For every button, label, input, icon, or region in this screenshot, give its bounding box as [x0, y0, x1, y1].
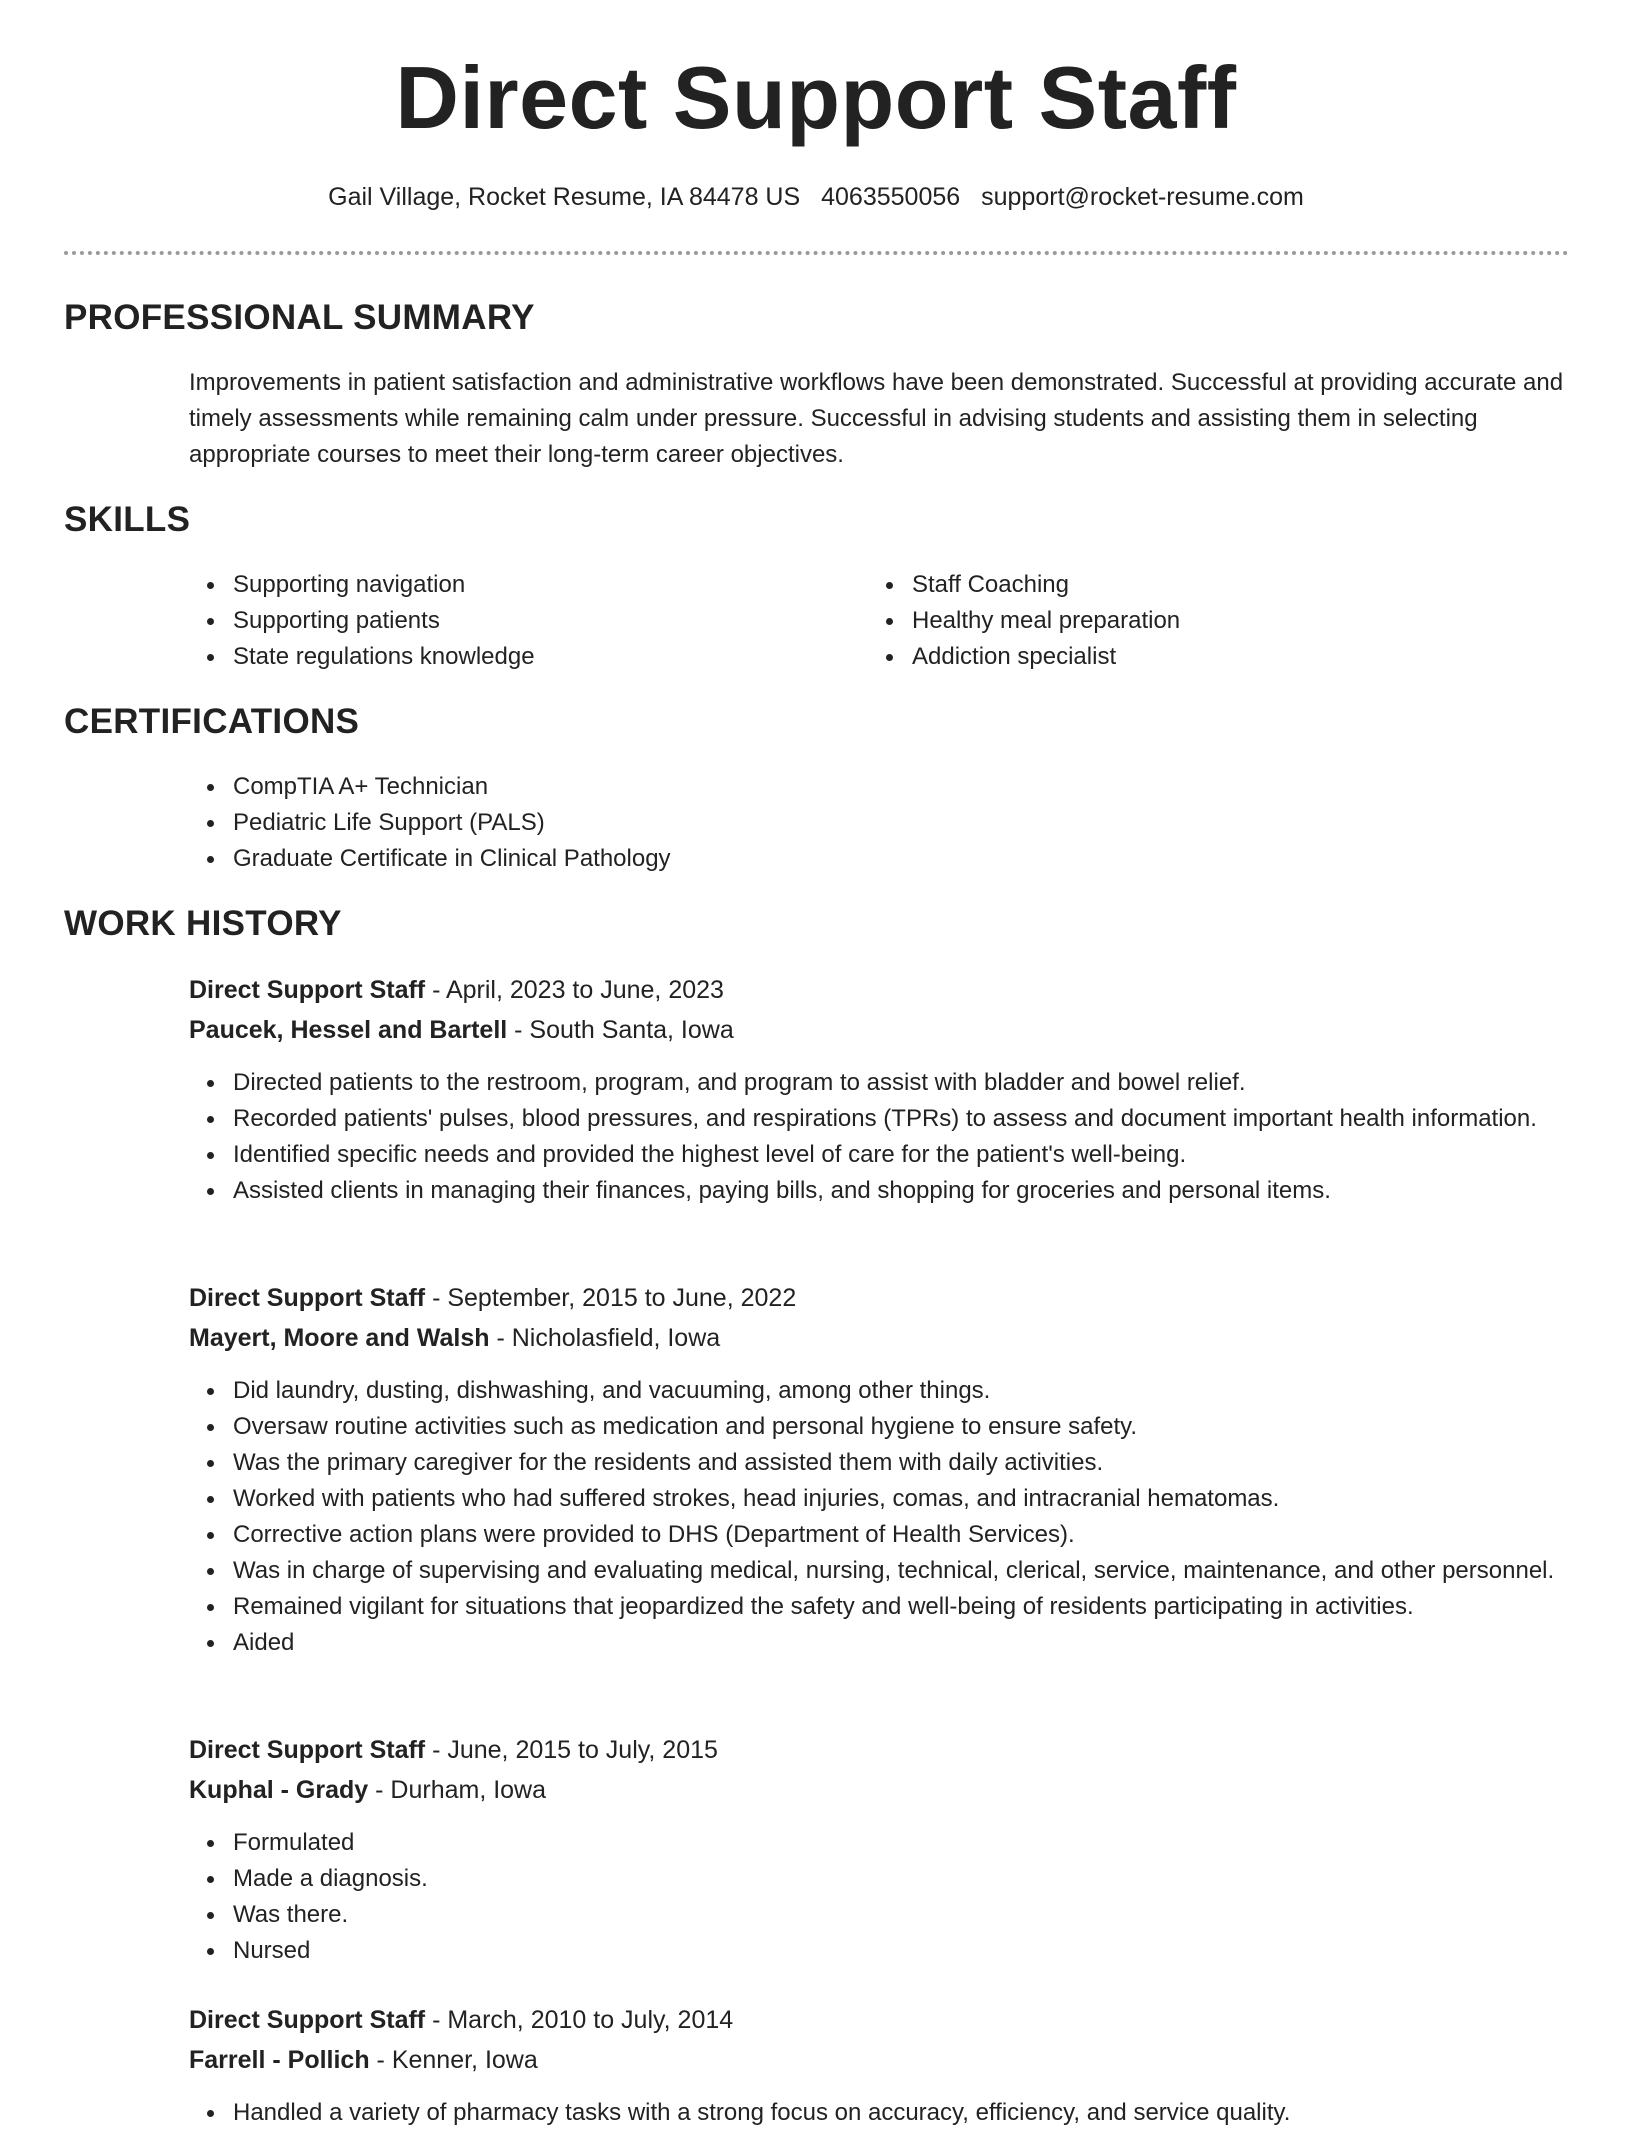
skills-left-column: [189, 567, 829, 675]
job-title-line: [189, 970, 724, 1010]
job-role: Direct Support Staff: [189, 1284, 426, 1312]
skill-item: Supporting navigation: [189, 567, 829, 603]
job-company: Paucek, Hessel and Bartell: [189, 1016, 508, 1044]
job-role: Direct Support Staff: [189, 1736, 426, 1764]
job-bullet: Made a diagnosis.: [189, 1861, 1569, 1897]
skill-item: Supporting patients: [189, 603, 829, 639]
job-bullets: [189, 2095, 1569, 2131]
job-bullet: Directed patients to the restroom, program, and program to assist with bladder and bowel relief.: [189, 1065, 1569, 1101]
job-bullet: Worked with patients who had suffered strokes, head injuries, comas, and intracranial hematomas.: [189, 1481, 1569, 1517]
job-bullet: Remained vigilant for situations that jeopardized the safety and well-being of residents participating in activities.: [189, 1589, 1569, 1625]
job-dates: - April, 2023 to June, 2023: [425, 976, 724, 1004]
job-company-line: [189, 2040, 538, 2080]
job-bullet: Recorded patients' pulses, blood pressures, and respirations (TPRs) to assess and document important health information.: [189, 1101, 1569, 1137]
job-role: Direct Support Staff: [189, 2006, 426, 2034]
job-location: - Kenner, Iowa: [369, 2046, 538, 2074]
job-bullet: Formulated: [189, 1825, 1569, 1861]
job-title-line: [189, 1278, 796, 1318]
certifications-list: [189, 769, 1569, 877]
certification-item: CompTIA A+ Technician: [189, 769, 1569, 805]
job-location: - South Santa, Iowa: [507, 1016, 734, 1044]
job-bullets: [189, 1065, 1569, 1209]
skills-title: SKILLS: [64, 500, 191, 539]
job-bullet: Assisted clients in managing their finances, paying bills, and shopping for groceries and personal items.: [189, 1173, 1569, 1209]
job-location: - Durham, Iowa: [368, 1776, 547, 1804]
job-dates: - March, 2010 to July, 2014: [425, 2006, 734, 2034]
certifications-title: CERTIFICATIONS: [64, 702, 360, 741]
job-bullet: Identified specific needs and provided the highest level of care for the patient's well-being.: [189, 1137, 1569, 1173]
job-location: - Nicholasfield, Iowa: [489, 1324, 721, 1352]
job-role: Direct Support Staff: [189, 976, 426, 1004]
contact-email: support@rocket-resume.com: [981, 183, 1304, 211]
job-dates: - June, 2015 to July, 2015: [425, 1736, 718, 1764]
summary-title: PROFESSIONAL SUMMARY: [64, 298, 535, 337]
job-bullet: Aided: [189, 1625, 1569, 1661]
contact-phone: 4063550056: [821, 183, 961, 211]
skills-right-column: [868, 567, 1508, 675]
skill-item: State regulations knowledge: [189, 639, 829, 675]
skill-item: Addiction specialist: [868, 639, 1508, 675]
job-bullets: [189, 1825, 1569, 1969]
job-bullet: Handled a variety of pharmacy tasks with a strong focus on accuracy, efficiency, and service quality.: [189, 2095, 1569, 2131]
job-bullet: Was the primary caregiver for the residents and assisted them with daily activities.: [189, 1445, 1569, 1481]
job-bullets: [189, 1373, 1569, 1661]
job-bullet: Was there.: [189, 1897, 1569, 1933]
job-bullet: Nursed: [189, 1933, 1569, 1969]
certification-item: Pediatric Life Support (PALS): [189, 805, 1569, 841]
candidate-name: Direct Support Staff: [395, 48, 1237, 147]
work-history-title: WORK HISTORY: [64, 904, 342, 943]
job-company-line: [189, 1318, 720, 1358]
job-dates: - September, 2015 to June, 2022: [425, 1284, 797, 1312]
job-bullet: Oversaw routine activities such as medication and personal hygiene to ensure safety.: [189, 1409, 1569, 1445]
job-bullet: Did laundry, dusting, dishwashing, and vacuuming, among other things.: [189, 1373, 1569, 1409]
job-title-line: [189, 2000, 733, 2040]
skill-item: Healthy meal preparation: [868, 603, 1508, 639]
job-company: Mayert, Moore and Walsh: [189, 1324, 490, 1352]
contact-address: Gail Village, Rocket Resume, IA 84478 US: [328, 183, 801, 211]
summary-text: Improvements in patient satisfaction and administrative workflows have been demonstrated. Successful at providing accurate and timely assessments while remaining calm under pressure. Successful in advising students and assisting them in selecting appropriate courses to meet their long-term career objectives.: [189, 369, 1564, 468]
certification-item: Graduate Certificate in Clinical Pathology: [189, 841, 1569, 877]
job-company-line: [189, 1770, 546, 1810]
job-title-line: [189, 1730, 718, 1770]
header-divider: [64, 251, 1569, 255]
contact-line: [0, 183, 1632, 212]
job-bullet: Corrective action plans were provided to DHS (Department of Health Services).: [189, 1517, 1569, 1553]
skill-item: Staff Coaching: [868, 567, 1508, 603]
job-bullet: Was in charge of supervising and evaluating medical, nursing, technical, clerical, service, maintenance, and other personnel.: [189, 1553, 1569, 1589]
job-company: Farrell - Pollich: [189, 2046, 370, 2074]
job-company-line: [189, 1010, 734, 1050]
job-company: Kuphal - Grady: [189, 1776, 369, 1804]
